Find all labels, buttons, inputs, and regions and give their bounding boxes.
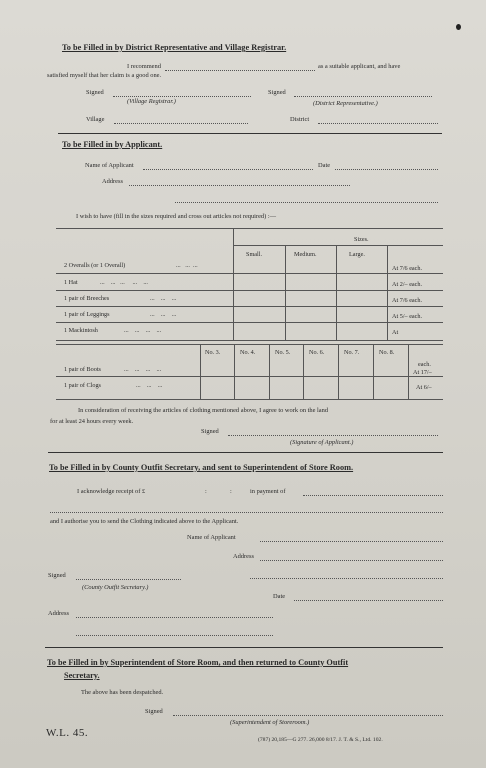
- t2-v0: [200, 344, 201, 399]
- district-label: District: [290, 116, 310, 123]
- t2-v1: [234, 344, 235, 399]
- cos-address-field-1[interactable]: [76, 617, 273, 618]
- col-no8: No. 8.: [379, 349, 395, 356]
- table2-top: [56, 344, 443, 345]
- authorise-text: and I authorise you to send the Clothing indicated above to the Applicant.: [50, 518, 239, 525]
- recommend-label: I recommend: [127, 63, 161, 70]
- s3-name-field[interactable]: [260, 541, 443, 542]
- section4-heading-1: To be Filled in by Superintendent of Store Room, and then returned to County Outfit: [47, 658, 349, 667]
- village-label: Village: [86, 116, 105, 123]
- section2-heading: To be Filled in by Applicant.: [62, 140, 163, 149]
- applicant-signed-label: Signed: [201, 428, 219, 435]
- s3-date-label: Date: [273, 593, 286, 600]
- representative-signature-field[interactable]: [294, 96, 432, 97]
- t2-row-line: [56, 376, 443, 377]
- s3-address2-label: Address: [48, 610, 69, 617]
- table2-bottom: [56, 399, 443, 400]
- divider-2: [48, 452, 443, 453]
- consideration-line1: In consideration of receiving the articles of clothing mentioned above, I agree to work on the land: [78, 407, 329, 414]
- s4-signed-label: Signed: [145, 708, 163, 715]
- suitable-text: as a suitable applicant, and have: [318, 63, 401, 70]
- t2-v4: [338, 344, 339, 399]
- payment-label: in payment of: [250, 488, 286, 495]
- col-no6: No. 6.: [309, 349, 325, 356]
- section3-heading: To be Filled in by County Outfit Secretary, and sent to Superintendent of Store Room.: [49, 463, 354, 472]
- divider-1: [58, 133, 442, 134]
- table1-vline-b: [285, 245, 286, 340]
- form-number: W.L. 45.: [46, 727, 89, 739]
- section4-heading-2: Secretary.: [64, 671, 100, 680]
- address-field-2[interactable]: [175, 202, 438, 203]
- payment-field-2[interactable]: [50, 512, 443, 513]
- col-no5: No. 5.: [275, 349, 291, 356]
- despatched-text: The above has been despatched.: [81, 689, 164, 696]
- applicant-signature-field[interactable]: [228, 435, 438, 436]
- consideration-line2: for at least 24 hours every week.: [50, 418, 134, 425]
- s3-name-label: Name of Applicant: [187, 534, 236, 541]
- signed-label-1: Signed: [86, 89, 104, 96]
- row-mackintosh-price: At: [392, 329, 399, 336]
- row-hat-label: 1 Hat: [64, 279, 78, 286]
- row-boots-price-1: each.: [418, 361, 431, 368]
- row-line-2: [56, 290, 443, 291]
- table1-vline-c: [336, 245, 337, 340]
- table1-top: [56, 228, 443, 229]
- table1-sizes-line: [233, 245, 443, 246]
- row-clogs-price: At 6/–: [416, 384, 432, 391]
- date-label: Date: [318, 162, 331, 169]
- cos-address-field-2[interactable]: [76, 635, 273, 636]
- row-line-4: [56, 322, 443, 323]
- row-hat-price: At 2/– each.: [392, 281, 423, 288]
- village-field[interactable]: [114, 123, 248, 124]
- address-label: Address: [102, 178, 123, 185]
- s3-date-field[interactable]: [294, 600, 443, 601]
- divider-3: [45, 647, 443, 648]
- section1-heading: To be Filled in by District Representative and Village Registrar.: [62, 43, 287, 52]
- printer-imprint: (787) 20,185—G 277. 26,000 8/17. J. T. & S., Ltd. 102.: [258, 737, 383, 743]
- registrar-signature-field[interactable]: [113, 96, 251, 97]
- dots-leader: ... ... ... ...: [124, 366, 162, 373]
- address-field-1[interactable]: [129, 185, 350, 186]
- s3-address-label: Address: [233, 553, 254, 560]
- sizes-header: Sizes.: [354, 236, 369, 243]
- colon-2: :: [230, 488, 232, 495]
- t2-v5: [373, 344, 374, 399]
- row-line-1: [56, 273, 443, 274]
- row-breeches-price: At 7/6 each.: [392, 297, 423, 304]
- col-no7: No. 7.: [344, 349, 360, 356]
- col-small: Small.: [246, 251, 262, 258]
- cos-signature-field[interactable]: [76, 579, 181, 580]
- row-breeches-label: 1 pair of Breeches: [64, 295, 110, 302]
- signed-label-2: Signed: [268, 89, 286, 96]
- superintendent-caption: (Superintendent of Storeroom.): [230, 719, 310, 726]
- dots-leader: ... ... ...: [150, 311, 177, 318]
- dots-leader: ... ... ...: [136, 382, 163, 389]
- district-representative-caption: (District Representative.): [313, 100, 378, 107]
- applicant-name-field[interactable]: [143, 169, 313, 170]
- table1-vline-d: [387, 245, 388, 340]
- dots-leader: ... ... ...: [176, 262, 198, 269]
- t2-v3: [303, 344, 304, 399]
- recommend-field[interactable]: [165, 70, 315, 71]
- payment-field[interactable]: [303, 495, 443, 496]
- row-overalls-price: At 7/6 each.: [392, 265, 423, 272]
- colon-1: :: [205, 488, 207, 495]
- col-no3: No. 3.: [205, 349, 221, 356]
- t2-v2: [269, 344, 270, 399]
- cos-caption: (County Outfit Secretary.): [82, 584, 149, 591]
- s3-signed-label: Signed: [48, 572, 66, 579]
- col-no4: No. 4.: [240, 349, 256, 356]
- ack-label: I acknowledge receipt of £: [77, 488, 146, 495]
- s3-address-field-1[interactable]: [260, 560, 443, 561]
- dots-leader: ... ... ... ... ...: [100, 279, 148, 286]
- date-field[interactable]: [335, 169, 438, 170]
- table1-bottom: [56, 340, 443, 341]
- col-medium: Medium.: [294, 251, 317, 258]
- dots-leader: ... ... ... ...: [124, 327, 162, 334]
- row-mackintosh-label: 1 Mackintosh: [64, 327, 98, 334]
- applicant-name-label: Name of Applicant: [85, 162, 134, 169]
- village-registrar-caption: (Village Registrar.): [127, 98, 176, 105]
- applicant-signature-caption: (Signature of Applicant.): [290, 439, 354, 446]
- row-boots-label: 1 pair of Boots: [64, 366, 101, 373]
- col-large: Large.: [349, 251, 365, 258]
- row-line-3: [56, 306, 443, 307]
- district-field[interactable]: [318, 123, 438, 124]
- wish-text: I wish to have (fill in the sizes required and cross out articles not required) :—: [76, 213, 277, 220]
- t2-v6: [408, 344, 409, 399]
- row-boots-price-2: At 17/–: [413, 369, 432, 376]
- row-leggings-price: At 5/– each.: [392, 313, 423, 320]
- s3-address-field-2[interactable]: [250, 578, 443, 579]
- dots-leader: ... ... ...: [150, 295, 177, 302]
- row-leggings-label: 1 pair of Leggings: [64, 311, 110, 318]
- punch-hole: [456, 24, 461, 30]
- row-overalls-label: 2 Overalls (or 1 Overall): [64, 262, 126, 269]
- superintendent-signature-field[interactable]: [173, 715, 443, 716]
- satisfied-text: satisfied myself that her claim is a good one.: [47, 72, 162, 79]
- row-clogs-label: 1 pair of Clogs: [64, 382, 101, 389]
